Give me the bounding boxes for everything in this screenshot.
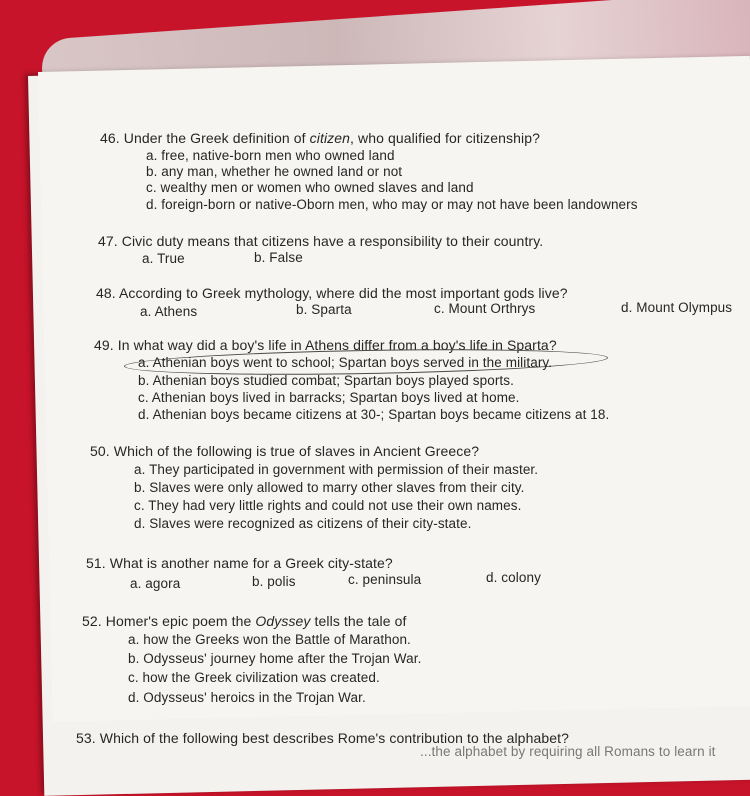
question-number: 51. (86, 555, 106, 571)
option-51-b: b. polis (252, 574, 296, 589)
question-stem: , who qualified for citizenship? (350, 130, 541, 146)
option-52-b: b. Odysseus' journey home after the Trojan War. (128, 651, 422, 666)
question-48 (96, 285, 568, 301)
question-50 (90, 443, 479, 459)
option-50-a: a. They participated in government with permission of their master. (134, 462, 539, 477)
option-46-c: c. wealthy men or women who owned slaves and land (146, 180, 474, 195)
question-number: 46. (100, 130, 120, 146)
option-49-d: d. Athenian boys became citizens at 30-; Spartan boys became citizens at 18. (138, 407, 610, 422)
question-number: 53. (76, 730, 96, 746)
option-50-d: d. Slaves were recognized as citizens of their city-state. (134, 516, 472, 531)
option-48-d: d. Mount Olympus (621, 300, 733, 315)
option-49-c: c. Athenian boys lived in barracks; Spartan boys lived at home. (138, 390, 520, 405)
question-number: 52. (82, 613, 102, 629)
option-48-b: b. Sparta (296, 302, 352, 317)
option-46-b: b. any man, whether he owned land or not (146, 164, 403, 179)
question-stem-emphasis: Odyssey (255, 613, 311, 629)
option-49-b: b. Athenian boys studied combat; Spartan boys played sports. (138, 373, 514, 388)
option-46-a: a. free, native-born men who owned land (146, 148, 395, 163)
option-51-c: c. peninsula (348, 572, 422, 587)
question-number: 48. (96, 285, 116, 301)
question-51 (86, 555, 393, 571)
question-stem: tells the tale of (310, 613, 407, 629)
question-stem: Which of the following best describes Rome's contribution to the alphabet? (99, 730, 569, 746)
option-49-a: a. Athenian boys went to school; Spartan boys served in the military. (138, 355, 553, 370)
option-52-d: d. Odysseus' heroics in the Trojan War. (128, 690, 366, 705)
option-50-c: c. They had very little rights and could not use their own names. (134, 498, 522, 513)
question-stem: What is another name for a Greek city-state? (109, 555, 393, 571)
question-stem: In what way did a boy's life in Athens differ from a boy's life in Sparta? (117, 337, 557, 353)
question-number: 49. (94, 337, 114, 353)
question-stem: According to Greek mythology, where did the most important gods live? (118, 285, 568, 301)
option-50-b: b. Slaves were only allowed to marry other slaves from their city. (134, 480, 525, 495)
question-stem: Homer's epic poem the (105, 613, 256, 629)
option-51-d: d. colony (486, 570, 541, 585)
option-52-a: a. how the Greeks won the Battle of Marathon. (128, 632, 411, 647)
question-stem-emphasis: citizen (309, 130, 351, 146)
option-48-c: c. Mount Orthrys (434, 301, 536, 316)
question-47 (98, 233, 543, 249)
question-number: 50. (90, 443, 110, 459)
option-51-a: a. agora (130, 576, 181, 591)
option-47-b: b. False (254, 250, 303, 265)
option-46-d: d. foreign-born or native-Oborn men, who may or may not have been landowners (146, 197, 638, 212)
question-stem: Civic duty means that citizens have a responsibility to their country. (121, 233, 544, 249)
option-47-a: a. True (142, 251, 185, 266)
question-stem: Which of the following is true of slaves in Ancient Greece? (113, 443, 480, 459)
question-46 (100, 130, 540, 146)
option-52-c: c. how the Greek civilization was created. (128, 670, 380, 685)
question-stem: Under the Greek definition of (123, 130, 310, 146)
question-number: 47. (98, 233, 118, 249)
question-52 (82, 613, 407, 629)
option-48-a: a. Athens (140, 304, 198, 319)
question-53-partial: ...the alphabet by requiring all Romans to learn it (420, 744, 716, 759)
